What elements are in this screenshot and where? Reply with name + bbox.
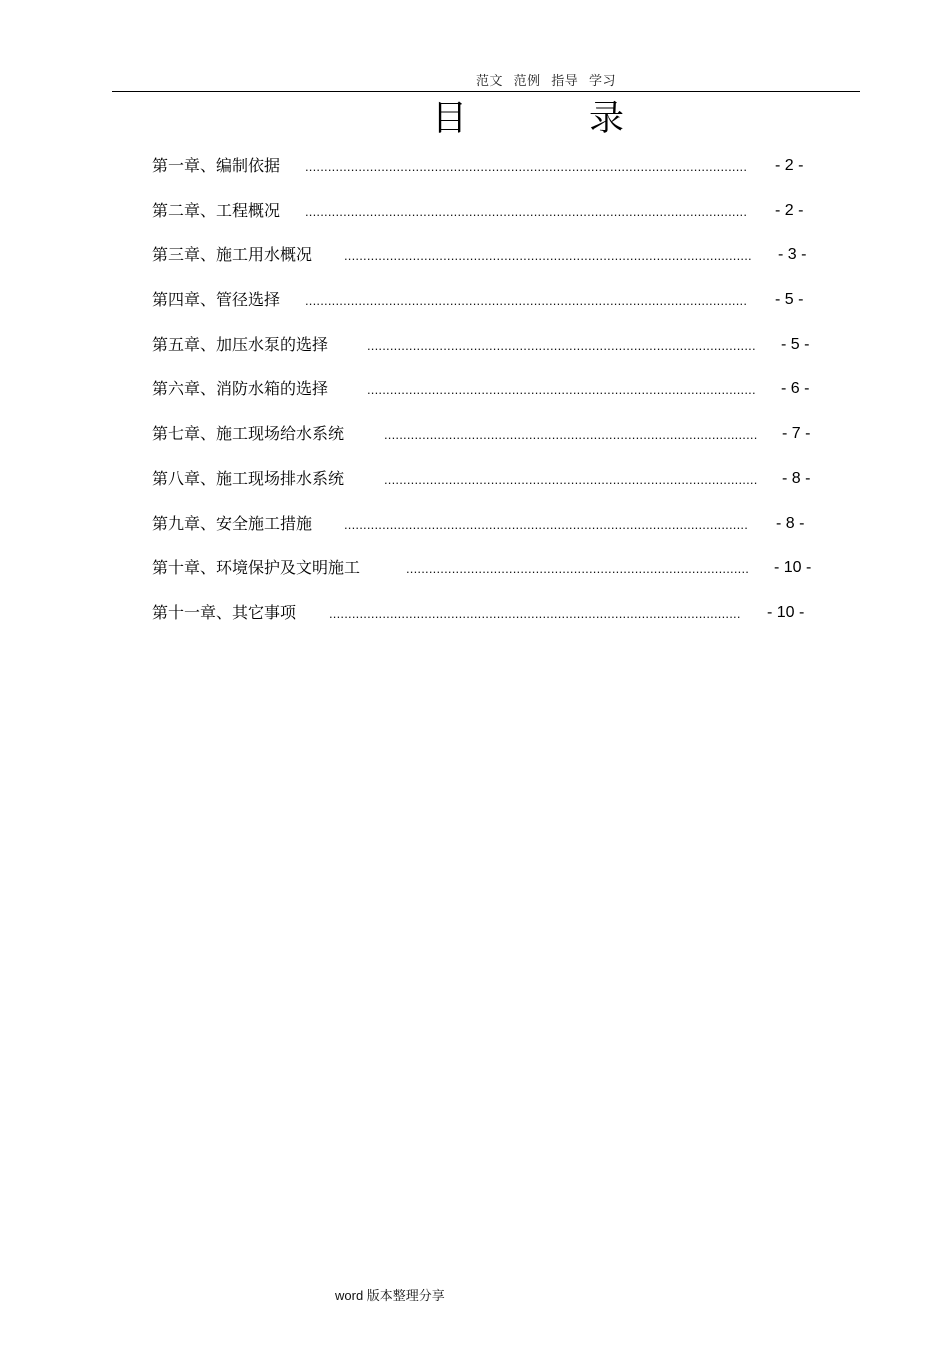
toc-leader-dots: ........................................................................................................... — [344, 248, 752, 264]
toc-entry-page: - 5 - — [781, 335, 810, 353]
toc-entry-label: 第十一章、其它事项 — [152, 602, 297, 622]
toc-entry-page: - 8 - — [776, 514, 805, 532]
toc-entry-label: 第二章、工程概况 — [152, 200, 281, 220]
toc-entry[interactable] — [152, 199, 811, 244]
page-header: 范文 范例 指导 学习 — [476, 74, 616, 89]
toc-entry-page: - 7 - — [782, 425, 811, 443]
toc-entry-label: 第四章、管径选择 — [152, 290, 281, 310]
toc-entry[interactable] — [152, 601, 811, 646]
toc-entry-page: - 2 - — [775, 201, 804, 219]
toc-entry-label: 第五章、加压水泵的选择 — [152, 334, 329, 354]
toc-entry-page: - 10 - — [774, 559, 812, 577]
toc-entry-page: - 5 - — [775, 291, 804, 309]
toc-leader-dots: .................................................................................................................... — [305, 203, 748, 219]
toc-leader-dots: .......................................................................................... — [406, 561, 750, 577]
toc-entry-page: - 10 - — [767, 603, 805, 621]
toc-leader-dots: ...................................................................................................... — [367, 337, 756, 353]
page-footer: word 版本整理分享 — [335, 1288, 445, 1303]
toc-entry[interactable] — [152, 512, 811, 557]
toc-leader-dots: .................................................................................................................... — [305, 293, 748, 309]
toc-leader-dots: .......................................................................................................... — [344, 516, 749, 532]
toc-entry-page: - 3 - — [778, 246, 807, 264]
toc-entry-label: 第七章、施工现场给水系统 — [152, 424, 345, 444]
toc-entry-label: 第九章、安全施工措施 — [152, 513, 313, 533]
toc-entry-page: - 8 - — [782, 469, 811, 487]
toc-leader-dots: .................................................................................................................... — [305, 159, 748, 174]
toc-entry[interactable] — [152, 243, 811, 288]
toc-leader-dots: ...................................................................................................... — [367, 382, 756, 398]
toc-entry[interactable] — [152, 422, 811, 467]
toc-entry[interactable] — [152, 377, 811, 422]
toc-entry-label: 第六章、消防水箱的选择 — [152, 379, 329, 399]
toc-entry[interactable] — [152, 333, 811, 378]
toc-title-char-1: 目 — [432, 99, 468, 139]
toc-entry-label: 第一章、编制依据 — [152, 156, 281, 175]
toc-entry[interactable] — [152, 288, 811, 333]
toc-entry-label: 第八章、施工现场排水系统 — [152, 468, 345, 488]
toc-leader-dots: .................................................................................................. — [384, 427, 758, 443]
toc-leader-dots: ............................................................................................................ — [329, 605, 741, 621]
toc-entry[interactable] — [152, 556, 811, 601]
toc-list — [152, 154, 811, 646]
toc-entry[interactable] — [152, 154, 811, 199]
toc-title-char-2: 录 — [588, 99, 624, 139]
header-divider — [112, 91, 860, 92]
toc-entry-page: - 2 - — [775, 157, 804, 174]
toc-entry-label: 第十章、环境保护及文明施工 — [152, 558, 361, 578]
toc-entry[interactable] — [152, 467, 811, 512]
toc-title — [432, 98, 624, 140]
toc-entry-label: 第三章、施工用水概况 — [152, 245, 313, 265]
toc-leader-dots: .................................................................................................. — [384, 471, 758, 487]
toc-entry-page: - 6 - — [781, 380, 810, 398]
